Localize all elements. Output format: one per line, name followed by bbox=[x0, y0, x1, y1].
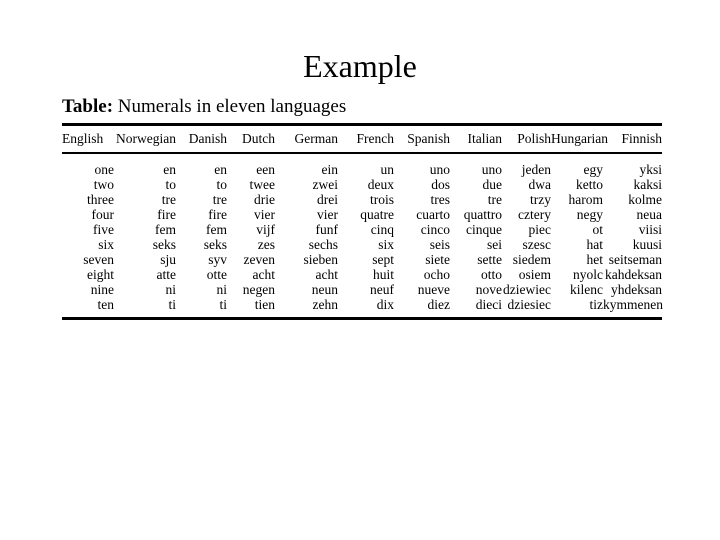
table-cell: egy bbox=[583, 161, 603, 177]
table-cell: quatre bbox=[360, 206, 394, 222]
column-header-english: English bbox=[62, 131, 104, 146]
table-cell: jeden bbox=[521, 161, 551, 177]
table-cell: ni bbox=[216, 281, 227, 297]
table-cell: nueve bbox=[417, 281, 450, 297]
table-caption-label: Table: bbox=[62, 96, 114, 117]
table-row bbox=[62, 237, 662, 252]
table-row bbox=[62, 177, 662, 192]
column-header-spanish: Spanish bbox=[407, 131, 450, 146]
table-cell: fire bbox=[157, 206, 176, 222]
table-cell: hat bbox=[586, 236, 603, 252]
column-header-finnish: Finnish bbox=[621, 131, 662, 146]
table-row bbox=[62, 267, 662, 282]
table-cell: four bbox=[91, 206, 114, 222]
table-cell: dieci bbox=[475, 296, 502, 312]
table-cell: nine bbox=[90, 281, 114, 297]
table-cell: drie bbox=[254, 191, 275, 207]
table-cell: en bbox=[214, 161, 227, 177]
table-cell: dziesiec bbox=[507, 296, 551, 312]
table-cell: seks bbox=[152, 236, 176, 252]
column-header-dutch: Dutch bbox=[242, 131, 275, 146]
column-header-danish: Danish bbox=[188, 131, 227, 146]
table-cell: szesc bbox=[522, 236, 551, 252]
table-cell: ti bbox=[168, 296, 176, 312]
table-cell: kilenc bbox=[570, 281, 603, 297]
table-cell: zehn bbox=[312, 296, 338, 312]
table-cell: tre bbox=[161, 191, 176, 207]
table-cell: acht bbox=[252, 266, 275, 282]
table-cell: fem bbox=[206, 221, 227, 237]
table-cell: five bbox=[93, 221, 114, 237]
table-cell: neuf bbox=[370, 281, 394, 297]
table-cell: ot bbox=[592, 221, 603, 237]
table-cell: twee bbox=[249, 176, 275, 192]
table-row bbox=[62, 297, 662, 317]
bottom-rule bbox=[62, 317, 662, 320]
table-cell: trzy bbox=[530, 191, 551, 207]
table-cell: kolme bbox=[628, 191, 662, 207]
table-cell: harom bbox=[568, 191, 603, 207]
table-cell: vijf bbox=[256, 221, 275, 237]
table-cell: zes bbox=[257, 236, 275, 252]
table-cell: negen bbox=[242, 281, 275, 297]
table-cell: tiz bbox=[589, 296, 603, 312]
table-cell: viisi bbox=[638, 221, 662, 237]
table-cell: trois bbox=[369, 191, 394, 207]
table-cell: kaksi bbox=[633, 176, 662, 192]
table-cell: ti bbox=[219, 296, 227, 312]
table-cell: dziewiec bbox=[503, 281, 551, 297]
table-header-row bbox=[62, 126, 662, 152]
table-cell: drei bbox=[317, 191, 338, 207]
table-cell: kahdeksan bbox=[605, 266, 662, 282]
table-cell: tien bbox=[254, 296, 275, 312]
table-cell: un bbox=[380, 161, 394, 177]
table-cell: kuusi bbox=[632, 236, 662, 252]
table-row bbox=[62, 192, 662, 207]
table-cell: atte bbox=[156, 266, 176, 282]
table-cell: yksi bbox=[639, 161, 662, 177]
table-cell: sei bbox=[487, 236, 502, 252]
table-cell: nove bbox=[475, 281, 502, 297]
table-cell: due bbox=[482, 176, 502, 192]
numerals-table-block bbox=[62, 95, 662, 320]
table-cell: dix bbox=[376, 296, 394, 312]
table-cell: tres bbox=[430, 191, 450, 207]
table-cell: funf bbox=[315, 221, 338, 237]
column-header-norwegian: Norwegian bbox=[116, 131, 176, 146]
table-cell: ein bbox=[321, 161, 338, 177]
table-row bbox=[62, 222, 662, 237]
table-row bbox=[62, 207, 662, 222]
table-body bbox=[62, 154, 662, 317]
table-cell: kymmenen bbox=[603, 296, 663, 312]
table-cell: zeven bbox=[243, 251, 275, 267]
table-cell: negy bbox=[576, 206, 603, 222]
table-cell: osiem bbox=[518, 266, 551, 282]
table-cell: cuarto bbox=[416, 206, 450, 222]
table-cell: uno bbox=[429, 161, 450, 177]
column-header-hungarian: Hungarian bbox=[551, 131, 608, 146]
column-header-french: French bbox=[356, 131, 394, 146]
table-cell: one bbox=[94, 161, 114, 177]
table-cell: otte bbox=[206, 266, 227, 282]
table-cell: nyolc bbox=[573, 266, 603, 282]
table-cell: seitseman bbox=[608, 251, 662, 267]
table-cell: tre bbox=[487, 191, 502, 207]
table-cell: cinco bbox=[420, 221, 450, 237]
table-cell: six bbox=[378, 236, 394, 252]
numerals-table bbox=[62, 126, 662, 152]
table-cell: tre bbox=[212, 191, 227, 207]
table-cell: siete bbox=[425, 251, 450, 267]
table-cell: yhdeksan bbox=[611, 281, 662, 297]
table-cell: quattro bbox=[463, 206, 502, 222]
table-cell: six bbox=[98, 236, 114, 252]
table-cell: deux bbox=[367, 176, 394, 192]
table-cell: neun bbox=[311, 281, 338, 297]
table-cell: sechs bbox=[308, 236, 338, 252]
table-cell: sept bbox=[372, 251, 394, 267]
table-cell: dos bbox=[431, 176, 450, 192]
table-cell: syv bbox=[208, 251, 227, 267]
table-cell: seven bbox=[83, 251, 114, 267]
column-header-polish: Polish bbox=[517, 131, 551, 146]
table-cell: sju bbox=[160, 251, 176, 267]
table-cell: seis bbox=[429, 236, 450, 252]
table-caption-text: Numerals in eleven languages bbox=[113, 96, 347, 117]
table-cell: vier bbox=[317, 206, 338, 222]
table-cell: een bbox=[256, 161, 275, 177]
table-cell: sieben bbox=[303, 251, 338, 267]
table-cell: to bbox=[165, 176, 176, 192]
table-cell: ketto bbox=[576, 176, 603, 192]
table-cell: acht bbox=[315, 266, 338, 282]
table-cell: cinq bbox=[370, 221, 394, 237]
slide-title: Example bbox=[303, 48, 417, 84]
numerals-table-body bbox=[62, 154, 662, 317]
table-cell: huit bbox=[372, 266, 394, 282]
table-caption bbox=[62, 95, 662, 119]
table-cell: dwa bbox=[528, 176, 551, 192]
table-cell: vier bbox=[254, 206, 275, 222]
table-cell: en bbox=[163, 161, 176, 177]
column-header-german: German bbox=[294, 131, 338, 146]
table-cell: uno bbox=[481, 161, 502, 177]
table-row bbox=[62, 282, 662, 297]
table-cell: fire bbox=[208, 206, 227, 222]
table-cell: siedem bbox=[512, 251, 551, 267]
table-cell: fem bbox=[155, 221, 176, 237]
table-cell: piec bbox=[528, 221, 551, 237]
table-cell: cinque bbox=[466, 221, 502, 237]
table-cell: neua bbox=[636, 206, 662, 222]
table-cell: het bbox=[586, 251, 603, 267]
table-cell: to bbox=[216, 176, 227, 192]
table-cell: cztery bbox=[518, 206, 551, 222]
table-row bbox=[62, 154, 662, 177]
table-row bbox=[62, 252, 662, 267]
table-cell: three bbox=[87, 191, 114, 207]
table-cell: two bbox=[93, 176, 114, 192]
table-cell: zwei bbox=[312, 176, 338, 192]
table-cell: eight bbox=[87, 266, 114, 282]
column-header-italian: Italian bbox=[467, 131, 502, 146]
table-cell: sette bbox=[477, 251, 502, 267]
table-cell: otto bbox=[480, 266, 502, 282]
table-cell: ocho bbox=[423, 266, 450, 282]
table-cell: diez bbox=[427, 296, 450, 312]
table-cell: ni bbox=[165, 281, 176, 297]
table-cell: ten bbox=[97, 296, 114, 312]
table-cell: seks bbox=[203, 236, 227, 252]
